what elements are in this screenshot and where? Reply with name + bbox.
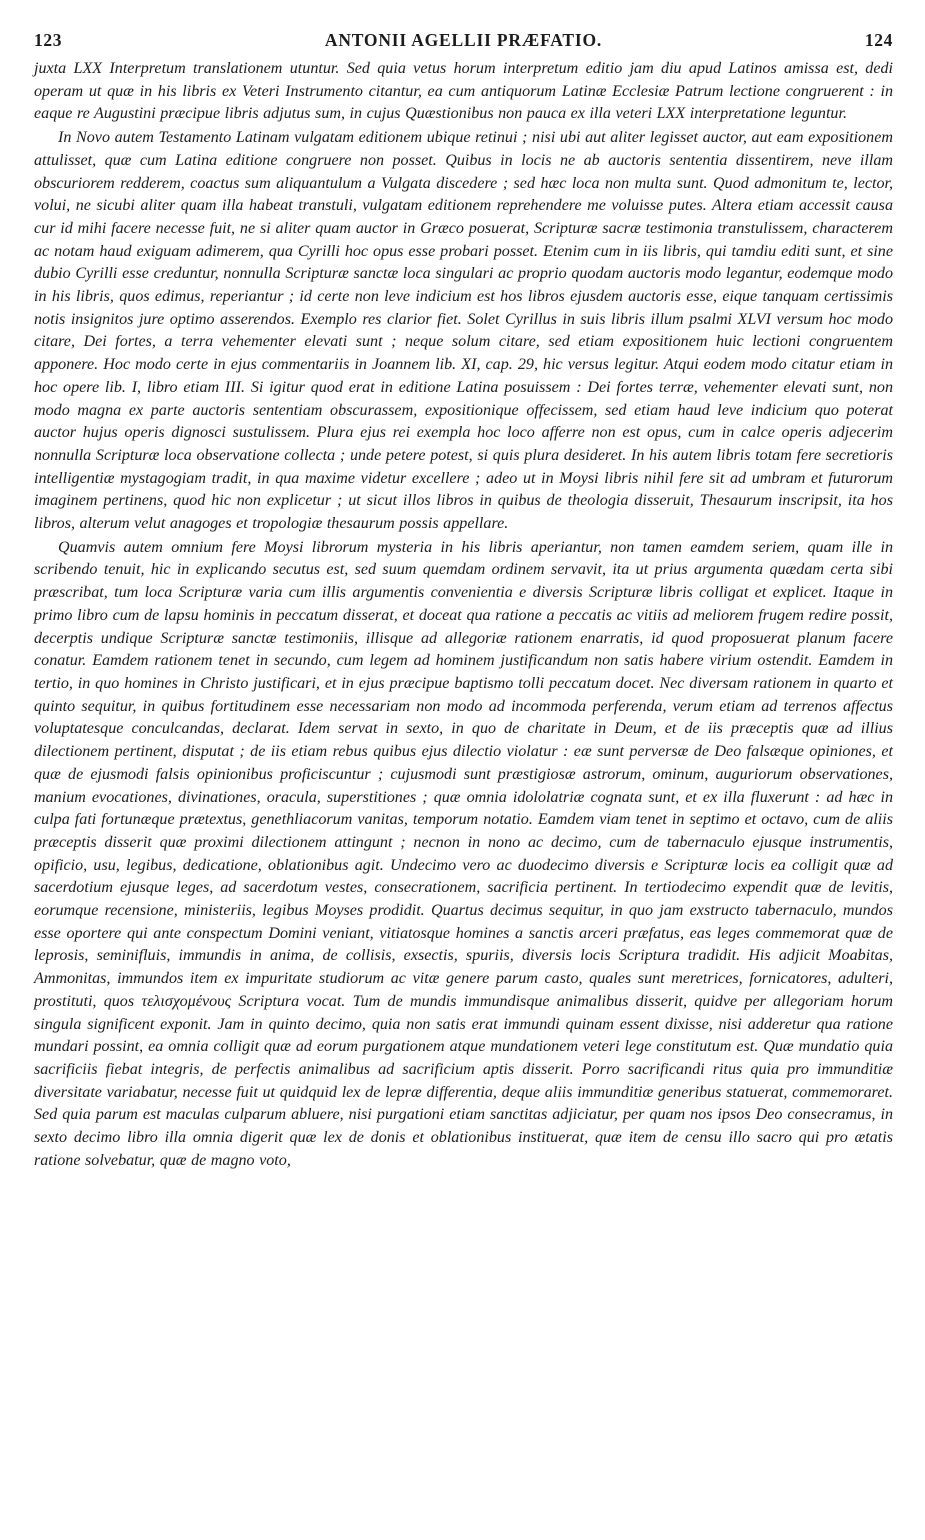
page-number-left: 123 (34, 30, 63, 50)
body-text (34, 58, 893, 1172)
running-title: ANTONII AGELLII PRÆFATIO. (324, 30, 603, 50)
page-number-right: 124 (864, 30, 893, 50)
running-head (34, 30, 893, 54)
paragraph-2: In Novo autem Testamento Latinam vulgatam editionem ubique retinui ; nisi ubi aut aliter legisset auctor, aut eam expositionem attulisset, quæ cum Latina editione congruere non posset. Quibus in locis ne ab auctoris sententia dissentirem, neve illam obscuriorem redderem, coactus sum aliquantulum a Vulgata discedere ; sed hæc loca non multa sunt. Quod admonitum te, lector, volui, ne sicubi aliter quam illa habeat transtuli, vulgatam editionem reprehendere me voluisse putes. Altera etiam accessit causa cur id mihi facere necesse fuit, ne si aliter quam auctor in Græco posuerat, Scripturæ sacræ testimonia transtulissem, characterem ac notam haud exiguam adimerem, qua Cyrilli hoc opus esse probari posset. Etenim cum in iis libris, qui tamdiu editi sunt, et sine dubio Cyrilli esse creduntur, nonnulla Scripturæ sanctæ loca singulari ac proprio quodam auctoris modo legantur, eodemque modo in his libris, quos edimus, reperiantur ; id certe non leve indicium est hos libros ejusdem auctoris esse, eique tanquam certissimis notis insignitos jure optimo asserendos. Exemplo res clarior fiet. Solet Cyrillus in suis libris illum psalmi XLVI versum hoc modo citare, Dei fortes, a terra vehementer elevati sunt ; neque solum citare, sed etiam expositionem huic lectioni congruentem apponere. Hoc modo certe in ejus commentariis in Joannem lib. XI, cap. 29, hic versus legitur. Atqui eodem modo citatur etiam in hoc opere lib. I, libro etiam III. Si igitur quod erat in editione Latina posuissem : Dei fortes terræ, vehementer elevati sunt, non modo magna ex parte auctoris sententiam obscurassem, expositionique offecissem, sed etiam haud leve indicium quo poterat auctor hujus operis dignosci sustulissem. Plura ejus rei exempla hoc loco afferre non est opus, cum in calce operis adjecerim nonnulla Scripturæ loca observatione collecta ; unde petere potest, si quis plura desideret. In his autem libris totam fere secretioris intelligentiæ mystagogiam tradit, in qua maxime videtur excellere ; adeo ut in Moysi libris nihil fere sit ad umbram et futurorum imaginem pertinens, quod hic non explicetur ; ut sicut illos libros in quibus de theologia disseruit, Thesaurum inscripsit, ita hos libros, alterum velut anagoges et tropologiæ thesaurum possis appellare. (34, 129, 893, 533)
paragraph-1: juxta LXX Interpretum translationem utuntur. Sed quia vetus horum interpretum editio jam diu apud Latinos amissa est, dedi operam ut quæ in his libris ex Veteri Instrumento citantur, ea cum antiquorum Latinæ Ecclesiæ Patrum lectione congruerent : in eaque re Augustini præcipue libris adjutus sum, in cujus Quæstionibus non pauca ex illa veteri LXX interpretatione leguntur. (34, 60, 893, 123)
paragraph-3: Quamvis autem omnium fere Moysi librorum mysteria in his libris aperiantur, non tamen eamdem seriem, quam ille in scribendo tenuit, hic in explicando secutus est, sed suum quemdam ordinem servavit, ita ut prius argumenta quædam certa sibi præscribat, tum loca Scripturæ varia cum illis argumentis convenientia e diversis Scripturæ libris colligat et explicet. Itaque in primo libro cum de lapsu hominis in peccatum disserat, et doceat qua ratione a peccatis ac vitiis ad meliorem frugem redire possit, decerptis undique Scripturæ sanctæ testimoniis, illisque ad allegoriæ rationem enarratis, id quod proposuerat planum facere conatur. Eamdem rationem tenet in secundo, cum legem ad hominem justificandum non satis habere virium ostendit. Eamdem in tertio, in quo homines in Christo justificari, et in ejus præcipue baptismo tolli peccatum docet. Nec diversam rationem in quarto et quinto sequitur, in quibus fortitudinem esse necessariam non modo ad incommoda perferenda, verum etiam ad terrenos affectus voluptatesque conculcandas, declarat. Idem servat in sexto, in quo de charitate in Deum, et de iis præceptis quæ ad illius dilectionem pertinent, disputat ; de iis etiam rebus quibus ejus dilectio violatur : eæ sunt perversæ de Deo falsæque opiniones, et quæ de ejusmodi falsis opinionibus proficiscuntur ; cujusmodi sunt præstigiosæ astrorum, ominum, auguriorum observationes, manium evocationes, divinationes, oracula, superstitiones ; quæ omnia idololatriæ cognata sunt, et ex illa fluxerunt : ad hæc in culpa fati fortunæque prætextus, genethliacorum vanitas, temporum notatio. Eamdem viam tenet in septimo et octavo, cum de aliis præceptis disserit quæ proximi dilectionem attingunt ; necnon in nono ac decimo, cum de tabernaculo ejusque instrumentis, opificio, usu, legibus, dedicatione, oblationibus agit. Undecimo vero ac duodecimo diversis e Scripturæ locis ea colligit quæ ad sacerdotium ejusque leges, ad sacerdotum vestes, consecrationem, sacrificia pertinent. In tertiodecimo expendit quæ de levitis, eorumque recensione, ministeriis, legibus Moyses prodidit. Quartus decimus sequitur, in quo jam exstructo tabernaculo, mundos esse oportere qui ante conspectum Domini veniant, vitiatosque homines a sanctis arceri præfatus, eas leges commemorat quæ de leprosis, seminifluis, immundis in anima, de collisis, exsectis, spuriis, diversis locis Scriptura tradidit. His adjicit Moabitas, Ammonitas, immundos item ex impuritate studiorum ac vitæ genere parum casto, quales sunt meretrices, fornicatores, adulteri, prostituti, quos τελισχομένους Scriptura vocat. Tum de mundis immundisque animalibus disserit, quidve per allegoriam horum singula significent exponit. Jam in quinto decimo, quia non satis erat immundi quinam essent dixisse, nisi adderetur qua ratione mundari possint, ea omnia colligit quæ ad eorum purgationem atque mundationem veteri lege constitutum est. Quæ mundatio quia sacrificiis fiebat integris, de perfectis animalibus ad sacrificium aptis disserit. Porro sacrificandi ritus quia pro immunditiæ diversitate variabatur, necesse fuit ut quidquid lex de lepræ differentia, deque aliis immunditiæ generibus statuerat, commemoraret. Sed quia parum est maculas culparum abluere, nisi purgationi etiam sanctitas adjiciatur, per quam nos ipsos Deo consecramus, in sexto decimo libro illa omnia digerit quæ lex de donis et oblationibus instituerat, quæ item de censu illo sacro qui pro ætatis ratione solvebatur, quæ de magno voto, (34, 538, 893, 1169)
